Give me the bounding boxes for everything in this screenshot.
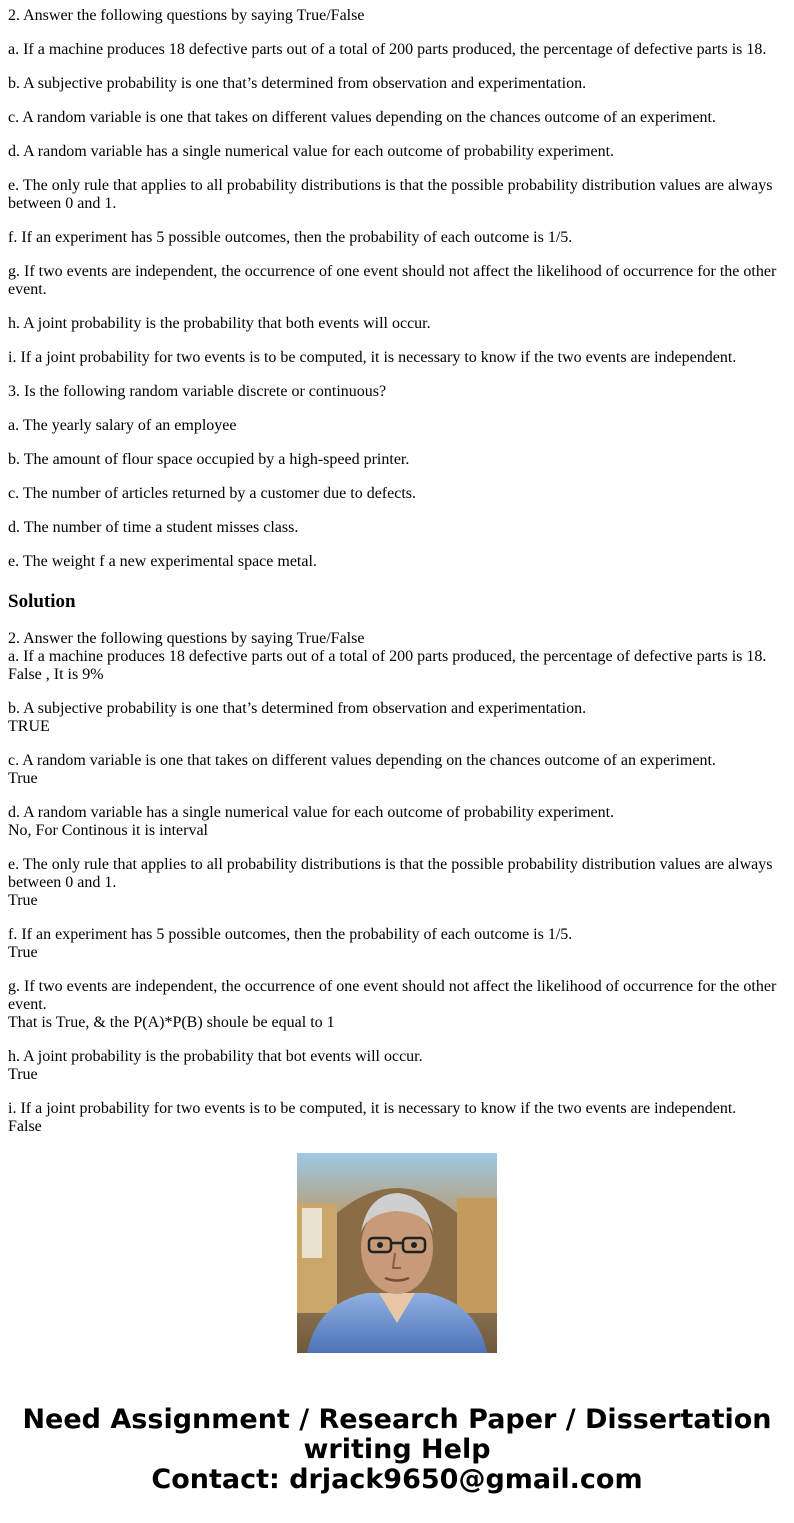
solution-intro: 2. Answer the following questions by saying True/False	[8, 630, 365, 647]
solution-question: e. The only rule that applies to all probability distributions is that the possible probability distribution values are always between 0 and 1.	[8, 856, 773, 891]
solution-question: g. If two events are independent, the occurrence of one event should not affect the likelihood of occurrence for the other event.	[8, 978, 777, 1013]
solution-answer: True	[8, 1066, 38, 1083]
q3-heading: 3. Is the following random variable discrete or continuous?	[8, 383, 387, 400]
solution-answer: True	[8, 770, 38, 787]
promo-banner	[0, 1405, 794, 1495]
q2-heading: 2. Answer the following questions by saying True/False	[8, 7, 365, 24]
solution-answer: False	[8, 1118, 42, 1135]
solution-answer: No, For Continous it is interval	[8, 822, 208, 839]
author-avatar	[297, 1153, 497, 1353]
avatar-portrait-icon	[297, 1153, 497, 1353]
q2-item-d: d. A random variable has a single numerical value for each outcome of probability experiment.	[8, 143, 615, 160]
solution-question: h. A joint probability is the probability that bot events will occur.	[8, 1048, 423, 1065]
question-section	[8, 0, 786, 587]
solution-answer: True	[8, 944, 38, 961]
solution-item-f	[8, 926, 786, 962]
solution-answer: TRUE	[8, 718, 50, 735]
solution-item-g	[8, 978, 786, 1032]
q3-item-b: b. The amount of flour space occupied by a high-speed printer.	[8, 451, 410, 468]
solution-item-h	[8, 1048, 786, 1084]
q3-item-e: e. The weight f a new experimental space metal.	[8, 553, 317, 570]
q3-item-d: d. The number of time a student misses class.	[8, 519, 299, 536]
solution-question: d. A random variable has a single numerical value for each outcome of probability experiment.	[8, 804, 615, 821]
solution-item-c	[8, 752, 786, 788]
q2-item-a: a. If a machine produces 18 defective parts out of a total of 200 parts produced, the percentage of defective parts is 18.	[8, 41, 767, 58]
q2-list	[8, 41, 786, 571]
solution-question: a. If a machine produces 18 defective parts out of a total of 200 parts produced, the percentage of defective parts is 18.	[8, 648, 767, 665]
solution-question: b. A subjective probability is one that’s determined from observation and experimentation.	[8, 700, 587, 717]
promo-line-1: Need Assignment / Research Paper / Dissertation	[22, 1404, 772, 1435]
solution-section	[8, 630, 786, 1135]
solution-item-a	[8, 648, 786, 684]
solution-question: f. If an experiment has 5 possible outcomes, then the probability of each outcome is 1/5.	[8, 926, 573, 943]
q2-item-i: i. If a joint probability for two events is to be computed, it is necessary to know if the two events are independent.	[8, 349, 737, 366]
q3-item-a: a. The yearly salary of an employee	[8, 417, 237, 434]
q2-item-g: g. If two events are independent, the occurrence of one event should not affect the likelihood of occurrence for the other event.	[8, 263, 777, 298]
q2-item-c: c. A random variable is one that takes on different values depending on the chances outcome of an experiment.	[8, 109, 716, 126]
solution-answer: False , It is 9%	[8, 666, 104, 683]
promo-contact: Contact: drjack9650@gmail.com	[151, 1464, 643, 1495]
solution-question: c. A random variable is one that takes on different values depending on the chances outcome of an experiment.	[8, 752, 716, 769]
solution-item-i	[8, 1100, 786, 1136]
solution-heading: Solution	[8, 591, 76, 612]
solution-item-e	[8, 856, 786, 910]
q2-item-b: b. A subjective probability is one that’s determined from observation and experimentation.	[8, 75, 587, 92]
promo-line-2: writing Help	[303, 1434, 491, 1465]
solution-answer: That is True, & the P(A)*P(B) shoule be equal to 1	[8, 1014, 335, 1031]
q2-item-f: f. If an experiment has 5 possible outcomes, then the probability of each outcome is 1/5.	[8, 229, 573, 246]
solution-item-d	[8, 804, 786, 840]
q2-item-h: h. A joint probability is the probability that both events will occur.	[8, 315, 431, 332]
q3-item-c: c. The number of articles returned by a customer due to defects.	[8, 485, 416, 502]
solution-answer: True	[8, 892, 38, 909]
solution-question: i. If a joint probability for two events is to be computed, it is necessary to know if the two events are independent.	[8, 1100, 737, 1117]
solution-item-b	[8, 700, 786, 736]
q2-item-e: e. The only rule that applies to all probability distributions is that the possible probability distribution values are always between 0 and 1.	[8, 177, 773, 212]
